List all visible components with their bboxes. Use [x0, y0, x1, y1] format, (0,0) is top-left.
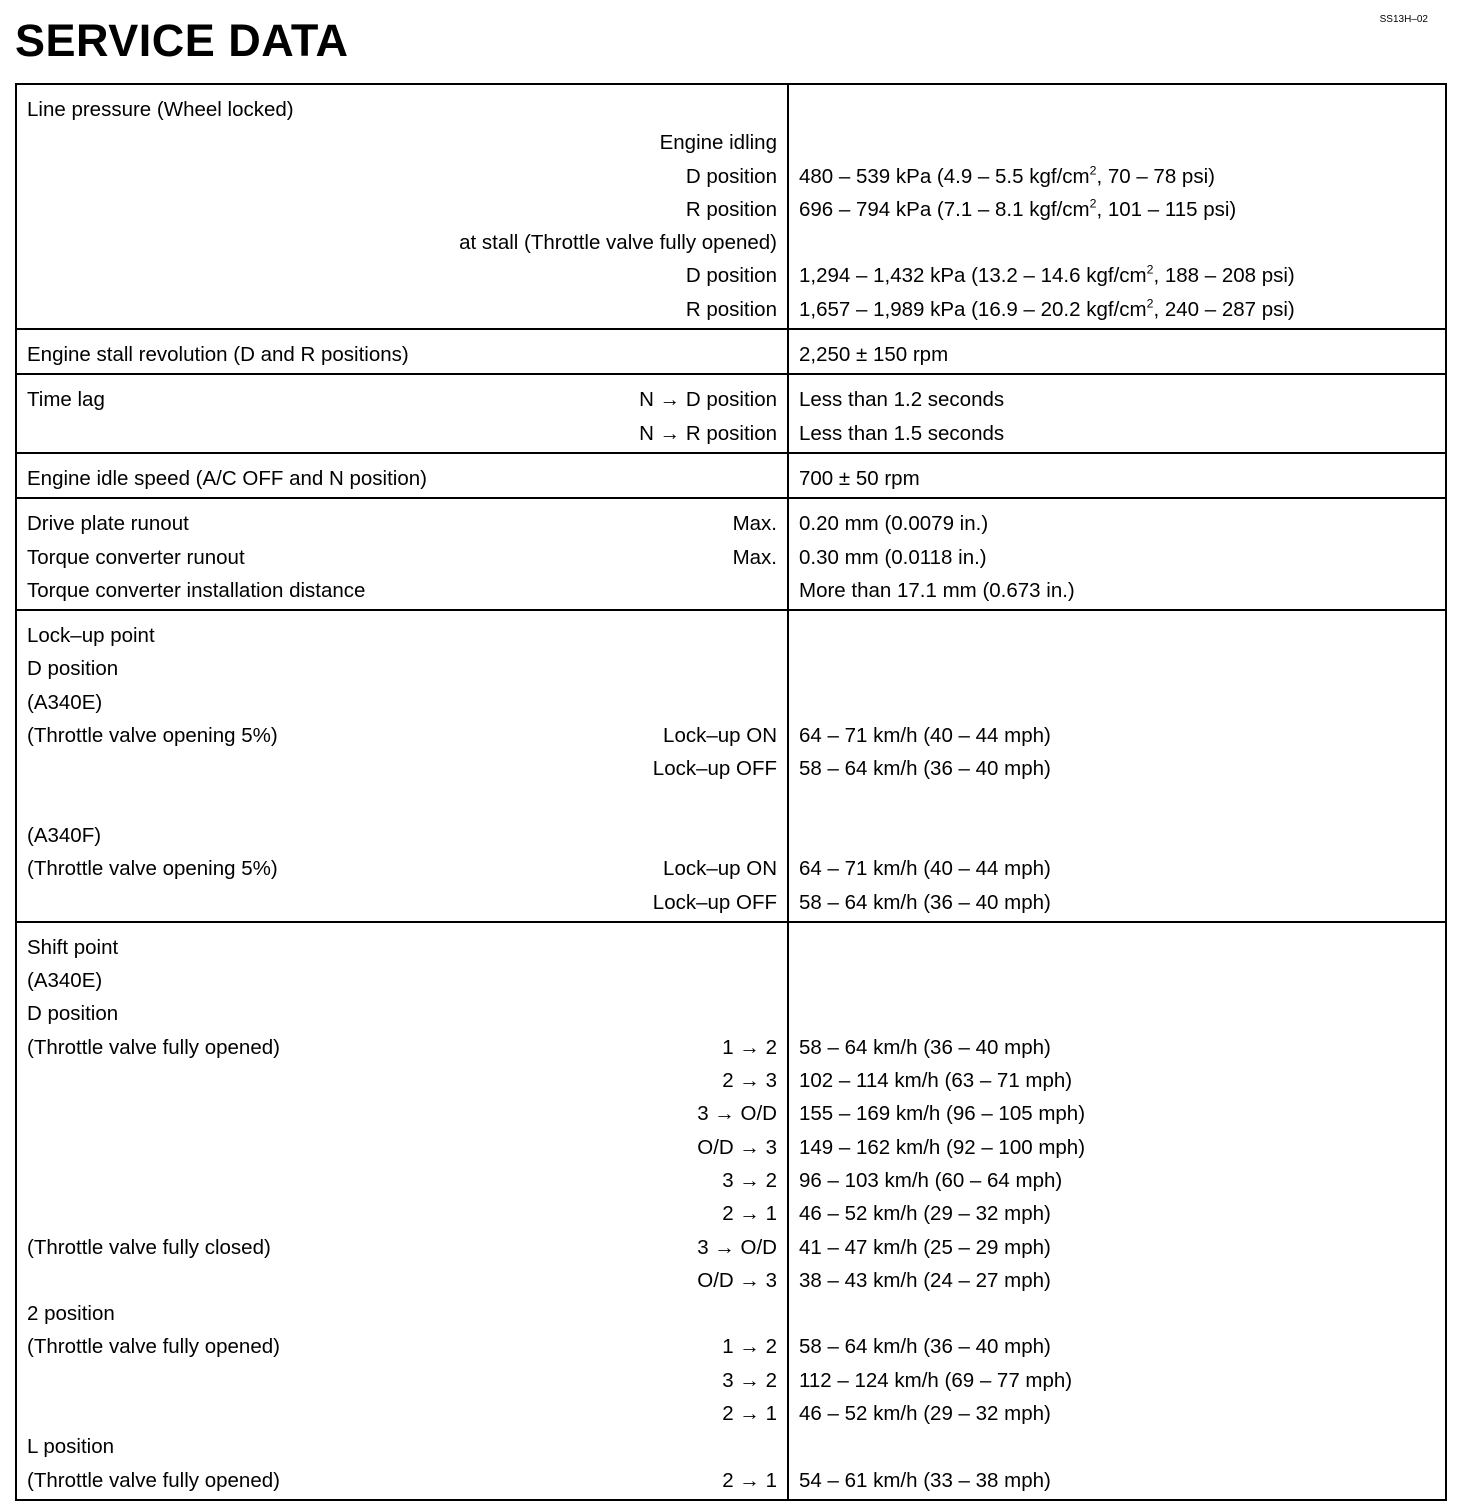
- spec-section: [16, 329, 1446, 374]
- spec-condition-label: D position: [685, 164, 777, 188]
- spec-value-line: [799, 1397, 1435, 1430]
- spec-item-label: (A340F): [27, 823, 102, 847]
- spec-label-line: [27, 686, 777, 719]
- spec-condition-label: Max.: [732, 512, 777, 536]
- spec-value-line: [799, 1131, 1435, 1164]
- spec-condition-label: 2 → 1: [722, 1202, 777, 1226]
- spec-value-line: [799, 383, 1435, 416]
- spec-label-line: [27, 931, 777, 964]
- spec-value-line: [799, 293, 1435, 326]
- spec-value: 58 – 64 km/h (36 – 40 mph): [799, 1335, 1051, 1359]
- spec-value-line: [799, 259, 1435, 292]
- spec-value-line: [799, 997, 1435, 1030]
- spec-value-line: [799, 574, 1435, 607]
- spec-item-label: L position: [27, 1435, 114, 1459]
- spec-value: 480 – 539 kPa (4.9 – 5.5 kgf/cm: [799, 164, 1090, 188]
- spec-condition-label: Max.: [732, 545, 777, 569]
- spec-label-line: [27, 1231, 777, 1264]
- spec-value-line: [799, 160, 1435, 193]
- spec-label-line: [27, 964, 777, 997]
- spec-value-line: [799, 652, 1435, 685]
- spec-item-label: Lock–up point: [27, 624, 155, 648]
- spec-condition-label: 1 → 2: [722, 1035, 777, 1059]
- spec-item-label: (Throttle valve fully opened): [27, 1035, 280, 1059]
- spec-value-tail: , 70 – 78 psi): [1096, 164, 1215, 188]
- spec-value: 2,250 ± 150 rpm: [799, 343, 949, 367]
- spec-value-line: [799, 541, 1435, 574]
- spec-value-line: [799, 1197, 1435, 1230]
- spec-label-cell: [16, 329, 788, 374]
- spec-label-line: [27, 1330, 777, 1363]
- spec-label-line: [27, 462, 777, 495]
- spec-value: 58 – 64 km/h (36 – 40 mph): [799, 757, 1051, 781]
- spec-value-line: [799, 1164, 1435, 1197]
- spec-value: 41 – 47 km/h (25 – 29 mph): [799, 1235, 1051, 1259]
- spec-value-line: [799, 1097, 1435, 1130]
- spec-value-line: [799, 1430, 1435, 1463]
- spec-label-line: [27, 652, 777, 685]
- spec-value: 46 – 52 km/h (29 – 32 mph): [799, 1202, 1051, 1226]
- spec-value-line: [799, 462, 1435, 495]
- spec-value-line: [799, 1064, 1435, 1097]
- spec-value-line: [799, 931, 1435, 964]
- spec-condition-label: 2 → 1: [722, 1401, 777, 1425]
- spec-value: Less than 1.5 seconds: [799, 421, 1005, 445]
- spec-label-cell: [16, 374, 788, 453]
- spec-label-line: [27, 1097, 777, 1130]
- spec-value: 38 – 43 km/h (24 – 27 mph): [799, 1268, 1051, 1292]
- spec-label-cell: [16, 610, 788, 922]
- spec-value: 696 – 794 kPa (7.1 – 8.1 kgf/cm: [799, 197, 1090, 221]
- spec-item-label: Drive plate runout: [27, 512, 189, 536]
- spec-item-label: Shift point: [27, 935, 119, 959]
- spec-value-line: [799, 1330, 1435, 1363]
- spec-label-line: [27, 226, 777, 259]
- spec-label-line: [27, 93, 777, 126]
- spec-value-line: [799, 226, 1435, 259]
- spec-value-superscript: 2: [1146, 296, 1154, 311]
- spec-label-line: [27, 1064, 777, 1097]
- spec-condition-label: Lock–up ON: [663, 724, 777, 748]
- spec-value: 700 ± 50 rpm: [799, 466, 920, 490]
- spec-value-line: [799, 1297, 1435, 1330]
- spec-value: 155 – 169 km/h (96 – 105 mph): [799, 1102, 1086, 1126]
- spec-label-line: [27, 997, 777, 1030]
- spec-item-label: (Throttle valve fully closed): [27, 1235, 271, 1259]
- spec-section: [16, 922, 1446, 1500]
- spec-item-label: (A340E): [27, 690, 103, 714]
- spec-value-line: [799, 1264, 1435, 1297]
- spec-item-label: (Throttle valve opening 5%): [27, 857, 278, 881]
- spec-condition-label: R position: [685, 197, 777, 221]
- spec-value-line: [799, 752, 1435, 785]
- spec-condition-label: R position: [685, 297, 777, 321]
- spec-value: Less than 1.2 seconds: [799, 388, 1005, 412]
- spec-item-label: (Throttle valve opening 5%): [27, 724, 278, 748]
- spec-value: 112 – 124 km/h (69 – 77 mph): [799, 1368, 1073, 1392]
- spec-value-line: [799, 1464, 1435, 1497]
- spec-label-line: [27, 852, 777, 885]
- spec-label-line: [27, 160, 777, 193]
- spec-value-cell: [788, 329, 1446, 374]
- spec-value: 58 – 64 km/h (36 – 40 mph): [799, 1035, 1051, 1059]
- spec-item-label: Torque converter runout: [27, 545, 245, 569]
- spec-label-line: [27, 507, 777, 540]
- spec-condition-label: D position: [685, 264, 777, 288]
- spec-label-line: [27, 126, 777, 159]
- spec-condition-label: Engine idling: [659, 131, 777, 155]
- spec-label-cell: [16, 498, 788, 610]
- spec-label-line: [27, 338, 777, 371]
- spec-item-label: Engine idle speed (A/C OFF and N position): [27, 466, 427, 490]
- spec-value-line: [799, 819, 1435, 852]
- spec-value-line: [799, 126, 1435, 159]
- spec-condition-label: 3 → O/D: [697, 1235, 777, 1259]
- service-data-table: [15, 83, 1447, 1501]
- spec-label-line: [27, 1031, 777, 1064]
- page-title: SERVICE DATA: [15, 15, 349, 66]
- spec-condition-label: 2 → 3: [722, 1069, 777, 1093]
- spec-section: [16, 610, 1446, 922]
- spec-label-line: [27, 541, 777, 574]
- spec-value-line: [799, 507, 1435, 540]
- spec-label-line: [27, 752, 777, 785]
- spec-value-line: [799, 786, 1435, 819]
- spec-value: More than 17.1 mm (0.673 in.): [799, 578, 1075, 602]
- spec-value: 64 – 71 km/h (40 – 44 mph): [799, 857, 1051, 881]
- spec-label-line: [27, 1131, 777, 1164]
- spec-value-line: [799, 417, 1435, 450]
- spec-item-label: Engine stall revolution (D and R positions): [27, 343, 409, 367]
- spec-item-label: D position: [27, 657, 119, 681]
- spec-value-cell: [788, 610, 1446, 922]
- spec-value-line: [799, 964, 1435, 997]
- spec-value: 1,294 – 1,432 kPa (13.2 – 14.6 kgf/cm: [799, 264, 1147, 288]
- spec-label-line: [27, 293, 777, 326]
- spec-value: 46 – 52 km/h (29 – 32 mph): [799, 1401, 1051, 1425]
- spec-section: [16, 498, 1446, 610]
- spec-value: 58 – 64 km/h (36 – 40 mph): [799, 890, 1051, 914]
- spec-value: 149 – 162 km/h (92 – 100 mph): [799, 1135, 1086, 1159]
- spec-value-cell: [788, 453, 1446, 498]
- spec-value: 1,657 – 1,989 kPa (16.9 – 20.2 kgf/cm: [799, 297, 1147, 321]
- spec-value-cell: [788, 374, 1446, 453]
- spec-label-line: [27, 1297, 777, 1330]
- spec-value-line: [799, 686, 1435, 719]
- spec-condition-label: 3 → O/D: [697, 1102, 777, 1126]
- spec-value: 96 – 103 km/h (60 – 64 mph): [799, 1168, 1063, 1192]
- spec-label-line: [27, 193, 777, 226]
- spec-label-line: [27, 819, 777, 852]
- spec-item-label: (Throttle valve fully opened): [27, 1468, 280, 1492]
- spec-value-line: [799, 619, 1435, 652]
- spec-value-superscript: 2: [1089, 162, 1097, 177]
- spec-value: 102 – 114 km/h (63 – 71 mph): [799, 1069, 1073, 1093]
- spec-label-line: [27, 574, 777, 607]
- spec-value-tail: , 188 – 208 psi): [1153, 264, 1295, 288]
- spec-condition-label: 3 → 2: [722, 1368, 777, 1392]
- document-code: SS13H–02: [1379, 14, 1428, 25]
- spec-value-superscript: 2: [1089, 196, 1097, 211]
- spec-item-label: (A340E): [27, 969, 103, 993]
- spec-condition-label: O/D → 3: [697, 1135, 777, 1159]
- spec-label-line: [27, 619, 777, 652]
- spec-value-line: [799, 852, 1435, 885]
- spec-item-label: Time lag: [27, 388, 105, 412]
- spec-condition-label: 3 → 2: [722, 1168, 777, 1192]
- spec-value-cell: [788, 498, 1446, 610]
- spec-value-line: [799, 886, 1435, 919]
- spec-label-line: [27, 1164, 777, 1197]
- spec-label-line: [27, 1397, 777, 1430]
- spec-value-line: [799, 93, 1435, 126]
- spec-condition-label: Lock–up OFF: [652, 757, 777, 781]
- spec-value: 54 – 61 km/h (33 – 38 mph): [799, 1468, 1051, 1492]
- spec-label-line: [27, 719, 777, 752]
- spec-condition-label: N → R position: [639, 421, 777, 445]
- spec-label-line: [27, 1364, 777, 1397]
- spec-condition-label: N → D position: [639, 388, 777, 412]
- spec-label-line: [27, 1430, 777, 1463]
- spec-condition-label: 1 → 2: [722, 1335, 777, 1359]
- spec-label-line: [27, 259, 777, 292]
- spec-label-cell: [16, 84, 788, 329]
- spec-value-line: [799, 1364, 1435, 1397]
- spec-condition-label: at stall (Throttle valve fully opened): [459, 231, 777, 255]
- spec-value: 0.20 mm (0.0079 in.): [799, 512, 989, 536]
- spec-item-label: (Throttle valve fully opened): [27, 1335, 280, 1359]
- spec-condition-label: Lock–up OFF: [652, 890, 777, 914]
- spec-section: [16, 84, 1446, 329]
- spec-condition-label: 2 → 1: [722, 1468, 777, 1492]
- spec-value-line: [799, 193, 1435, 226]
- spec-section: [16, 374, 1446, 453]
- spec-value-cell: [788, 922, 1446, 1500]
- spec-value: 0.30 mm (0.0118 in.): [799, 545, 987, 569]
- service-data-table-body: [16, 84, 1446, 1500]
- spec-item-label: Line pressure (Wheel locked): [27, 98, 294, 121]
- spec-label-line: [27, 886, 777, 919]
- spec-item-label: D position: [27, 1002, 119, 1026]
- spec-label-line: [27, 786, 777, 819]
- spec-item-label: Torque converter installation distance: [27, 578, 366, 602]
- spec-value-tail: , 101 – 115 psi): [1096, 197, 1237, 221]
- spec-value-line: [799, 1031, 1435, 1064]
- spec-value-tail: , 240 – 287 psi): [1153, 297, 1295, 321]
- spec-value: 64 – 71 km/h (40 – 44 mph): [799, 724, 1051, 748]
- spec-condition-label: O/D → 3: [697, 1268, 777, 1292]
- spec-label-line: [27, 1197, 777, 1230]
- spec-label-cell: [16, 453, 788, 498]
- spec-item-label: 2 position: [27, 1302, 115, 1326]
- spec-value-line: [799, 1231, 1435, 1264]
- spec-label-cell: [16, 922, 788, 1500]
- spec-value-line: [799, 338, 1435, 371]
- spec-condition-label: Lock–up ON: [663, 857, 777, 881]
- spec-label-line: [27, 1464, 777, 1497]
- spec-value-line: [799, 719, 1435, 752]
- spec-value-superscript: 2: [1146, 262, 1154, 277]
- spec-label-line: [27, 383, 777, 416]
- spec-label-line: [27, 417, 777, 450]
- spec-section: [16, 453, 1446, 498]
- spec-label-line: [27, 1264, 777, 1297]
- spec-value-cell: [788, 84, 1446, 329]
